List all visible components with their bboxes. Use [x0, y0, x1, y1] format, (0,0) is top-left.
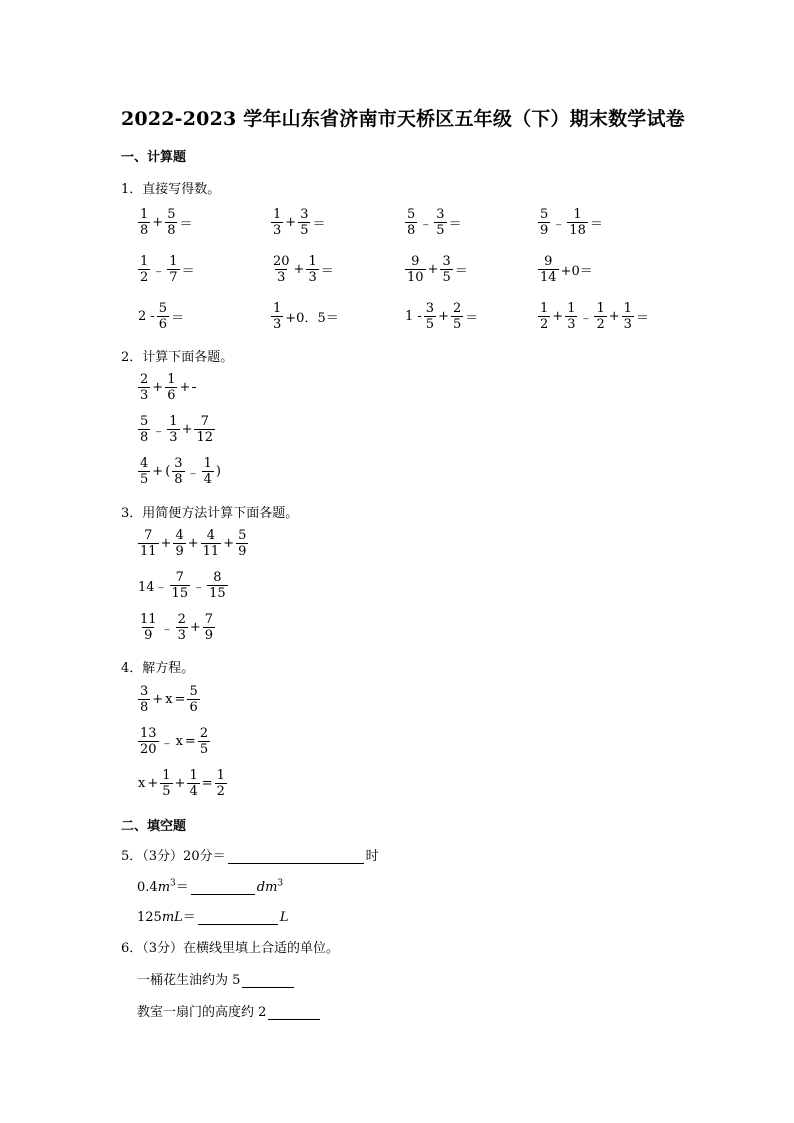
q2-expr-3: 4 5 + ( 3 8 ﹣ 1 4 ) — [140, 456, 221, 487]
fraction: 8 15 — [209, 570, 226, 601]
fraction: 9 10 — [407, 254, 424, 285]
q4-equation-1: 3 8 + x = $\frac{5}{6}$ — [140, 684, 198, 715]
fraction: 1 3 — [273, 207, 282, 238]
q1-expr-11: 1 - 3 5 + $\frac{2}{5}$ ＝ — [405, 301, 479, 332]
q1-expr-7: 9 10 + $\frac{3}{5}$ ＝ — [407, 254, 468, 285]
page-title: 2022-2023 学年山东省济南市天桥区五年级（下）期末数学试卷 — [121, 108, 685, 130]
q3-expr-3: 11 9 ﹣ 2 3 + $\frac{7}{9}$ — [140, 612, 214, 643]
fraction: 7 15 — [171, 570, 189, 601]
fraction: 7 11 — [140, 528, 157, 559]
fraction: 11 9 — [140, 612, 157, 643]
q4-equation-2: 13 20 ﹣ x = $\frac{2}{5}$ — [140, 726, 209, 757]
q1-expr-1: 1 8 + $\frac{5}{8}$ ＝ — [140, 207, 193, 238]
question-5b: $0.4m^3= dm^3$ — [137, 878, 284, 895]
fraction: $\frac{1}{3}$ — [623, 301, 632, 332]
fraction: 1 2 — [140, 254, 149, 285]
fraction: $\frac{1}{3}$ — [567, 301, 576, 332]
q1-expr-12: 1 2 + $\frac{1}{3}$ ﹣ 1 2 + $\frac{1}{3}$ ＝ — [540, 301, 649, 332]
fraction: $\frac{1}{3}$ — [308, 254, 317, 285]
fraction: 1 2 — [596, 301, 605, 332]
fraction: 3 8 — [140, 684, 149, 715]
answer-blank[interactable] — [268, 1005, 320, 1020]
question-1: 1．直接写得数。 — [121, 182, 221, 197]
fraction: 2 3 — [177, 612, 186, 643]
question-6b: 教室一扇门的高度约 2 — [137, 1001, 322, 1020]
fraction: $\frac{1}{2}$ — [216, 768, 225, 799]
q1-expr-10: 1 3 +0．5＝ — [273, 301, 339, 332]
answer-blank[interactable] — [198, 910, 278, 925]
fraction: 1 8 — [140, 207, 149, 238]
fraction — [192, 387, 196, 388]
question-5c: 125mL＝ L — [137, 910, 289, 925]
fraction: 1 4 — [203, 456, 212, 487]
fraction: 5 8 — [407, 207, 416, 238]
fraction: $\frac{5}{8}$ — [167, 207, 176, 238]
q1-expr-8: 9 14 +0＝ — [540, 254, 593, 285]
fraction: 9 14 — [540, 254, 557, 285]
fraction: $\frac{1}{5}$ — [162, 768, 171, 799]
fraction: $\frac{7}{9}$ — [204, 612, 214, 643]
q1-expr-5: 1 2 ﹣ 1 7 ＝ — [140, 254, 195, 285]
fraction: $\frac{3}{5}$ — [300, 207, 309, 238]
fraction: 3 5 — [436, 207, 445, 238]
fraction: $\frac{1}{6}$ — [167, 372, 176, 403]
fraction: 1 7 — [169, 254, 178, 285]
question-6: 6．（3分）在横线里填上合适的单位。 — [121, 941, 340, 956]
q1-expr-9: 2 - 5 6 ＝ — [138, 301, 185, 332]
section-heading-calculation: 一、计算题 — [121, 150, 187, 165]
fraction: $\frac{5}{6}$ — [189, 684, 198, 715]
fraction: $\frac{1}{4}$ — [189, 768, 198, 799]
fraction: 5 6 — [158, 301, 168, 332]
fraction: 3 8 — [174, 456, 183, 487]
q1-expr-2: 1 3 + $\frac{3}{5}$ ＝ — [273, 207, 326, 238]
fraction: $\frac{3}{5}$ — [442, 254, 451, 285]
q3-expr-1: 7 11 + $\frac{4}{9}$ + $\frac{4}{11}$ + $\frac{5}{9}$ — [140, 528, 247, 559]
fraction: 13 20 — [140, 726, 157, 757]
fraction: $\frac{2}{5}$ — [199, 726, 209, 757]
question-5: 5．（3分）20分＝ 时 — [121, 849, 379, 864]
question-3: 3．用简便方法计算下面各题。 — [121, 506, 299, 521]
fraction: 1 18 — [569, 207, 586, 238]
fraction: $\frac{5}{9}$ — [238, 528, 247, 559]
fraction: 1 3 — [169, 414, 178, 445]
question-4: 4．解方程。 — [121, 661, 195, 676]
q4-equation-3: x + $\frac{1}{5}$ + $\frac{1}{4}$ = $\frac{1}{2}$ — [138, 768, 225, 799]
fraction: 2 3 — [140, 372, 149, 403]
answer-blank[interactable] — [242, 973, 294, 988]
fraction: 1 2 — [540, 301, 549, 332]
question-6a: 一桶花生油约为 5 — [137, 969, 296, 988]
fraction: 5 8 — [140, 414, 149, 445]
fraction: $\frac{2}{5}$ — [452, 301, 462, 332]
q2-expr-2: 5 8 ﹣ 1 3 + $\frac{7}{12}$ — [140, 414, 214, 445]
fraction: 5 9 — [540, 207, 549, 238]
answer-blank[interactable] — [191, 880, 255, 895]
question-2: 2．计算下面各题。 — [121, 350, 234, 365]
fraction: 3 5 — [425, 301, 435, 332]
q2-expr-1: 2 3 + $\frac{1}{6}$ + — [137, 372, 197, 403]
section-heading-fill-blank: 二、填空题 — [121, 819, 187, 834]
q1-expr-6: 20 3 + $\frac{1}{3}$ ＝ — [273, 254, 334, 285]
fraction: 1 3 — [273, 301, 282, 332]
answer-blank[interactable] — [228, 849, 364, 864]
q1-expr-3: 5 8 ﹣ 3 5 ＝ — [407, 207, 462, 238]
fraction: $\frac{7}{12}$ — [196, 414, 214, 445]
fraction: $\frac{4}{9}$ — [175, 528, 184, 559]
fraction: 4 5 — [140, 456, 149, 487]
q3-expr-2: 14﹣ 7 15 ﹣ 8 15 — [138, 570, 226, 601]
fraction: $\frac{4}{11}$ — [202, 528, 220, 559]
q1-expr-4: 5 9 ﹣ 1 18 ＝ — [540, 207, 603, 238]
fraction: 20 3 — [273, 254, 290, 285]
